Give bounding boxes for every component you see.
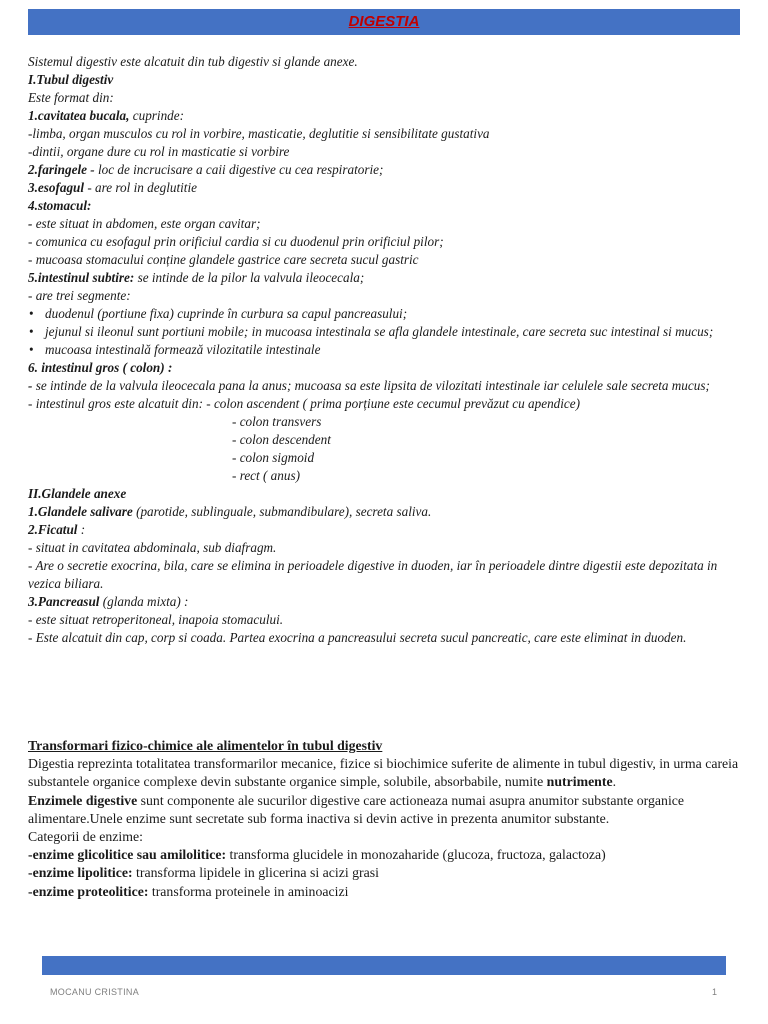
nutrimente-term: nutrimente <box>546 774 613 790</box>
gros-line-2: - intestinul gros este alcatuit din: - colon ascendent ( prima porțiune este cecumul prevăzut cu apendice) <box>28 396 581 411</box>
salivare-text: (parotide, sublinguale, submandibulare), secreta saliva. <box>132 504 432 519</box>
document-body <box>28 53 740 647</box>
glicolitice-label: -enzime glicolitice sau amilolitice: <box>28 847 227 863</box>
subtire-line <box>28 269 740 287</box>
categorii-line: Categorii de enzime: <box>28 829 143 845</box>
limba-line: -limba, organ musculos cu rol in vorbire, masticatie, deglutitie si sensibilitate gustativa <box>28 126 490 141</box>
stomac-line-1 <box>28 215 740 233</box>
bullet-icon: • <box>29 306 34 321</box>
subtire-label: 5.intestinul subtire: <box>28 270 135 285</box>
pancreas-label: 3.Pancreasul <box>28 594 100 609</box>
cavitatea-line <box>28 107 740 125</box>
title-bar <box>28 9 740 35</box>
page-number: 1 <box>712 987 718 997</box>
footer-bar <box>42 956 726 975</box>
bullet-text: jejunul si ileonul sunt portiuni mobile; in mucoasa intestinala se afla glandele intestinale, care secreta suc intestinal si mucus; <box>45 324 714 339</box>
stomac-line-3: - mucoasa stomacului conține glandele gastrice care secreta sucul gastric <box>28 252 419 267</box>
section-heading-tub: I.Tubul digestiv <box>28 72 114 87</box>
gros-dash: - <box>28 378 33 393</box>
ficat-text: : <box>77 522 86 537</box>
esofag-label: 3.esofagul <box>28 180 85 195</box>
ficat-label: 2.Ficatul <box>28 522 78 537</box>
digestia-end: . <box>612 774 617 790</box>
salivare-line <box>28 503 740 521</box>
bullet-item <box>28 323 740 341</box>
bullet-icon: • <box>29 324 34 339</box>
colon-part: - colon sigmoid <box>232 450 315 465</box>
stomac-text-1: este situat in abdomen, este organ cavitar; <box>32 216 261 231</box>
pancreas-line-2: - Este alcatuit din cap, corp si coada. Partea exocrina a pancreasului secreta sucul pancreatic, care este eliminat in duoden. <box>28 630 687 645</box>
glicolitice-line <box>28 846 740 864</box>
faringe-label: 2.faringele - <box>28 162 95 177</box>
bullet-text: mucoasa intestinală formează vilozitatile intestinale <box>45 342 321 357</box>
pancreas-text: (glanda mixta) : <box>99 594 189 609</box>
intro-line: Sistemul digestiv este alcatuit din tub digestiv si glande anexe. <box>28 54 358 69</box>
ficat-line-1: - situat in cavitatea abdominala, sub diafragm. <box>28 540 277 555</box>
stomac-dash: - <box>28 216 33 231</box>
subtire-segments: - are trei segmente: <box>28 288 131 303</box>
stomac-line-2: - comunica cu esofagul prin orificiul cardia si cu duodenul prin orificiul pilor; <box>28 234 444 249</box>
digestia-paragraph <box>28 755 740 791</box>
transform-heading: Transformari fizico-chimice ale alimentelor în tubul digestiv <box>28 738 383 753</box>
proteolitice-text: transforma proteinele in aminoacizi <box>148 883 349 899</box>
gros-heading: 6. intestinul gros ( colon) : <box>28 360 173 375</box>
bullet-icon: • <box>29 342 34 357</box>
cavitatea-text: cuprinde: <box>129 108 185 123</box>
bullet-text: duodenul (portiune fixa) cuprinde în curbura sa capul pancreasului; <box>45 306 408 321</box>
transform-section <box>28 737 740 901</box>
gros-line-1 <box>28 377 740 395</box>
proteolitice-line <box>28 883 740 901</box>
dintii-line: -dintii, organe dure cu rol in masticatie si vorbire <box>28 144 290 159</box>
colon-part: - colon descendent <box>232 432 331 447</box>
esofag-line <box>28 179 740 197</box>
stomac-heading: 4.stomacul: <box>28 198 92 213</box>
pancreas-line <box>28 593 740 611</box>
colon-part: - colon transvers <box>232 414 322 429</box>
lipolitice-label: -enzime lipolitice: <box>28 865 133 881</box>
gros-text-1: se intinde de la valvula ileocecala pana la anus; mucoasa sa este lipsita de vilozitati intestinale iar celulele sale secreta mucus; <box>32 378 710 393</box>
faringe-text: loc de incrucisare a caii digestive cu cea respiratorie; <box>94 162 384 177</box>
enzime-paragraph <box>28 792 740 828</box>
bullet-item <box>28 341 740 359</box>
ficat-line-2: - Are o secretie exocrina, bila, care se elimina in perioadele digestive in duoden, iar în perioadele dintre digestii este depozitata in vezica biliara. <box>28 558 718 591</box>
ficat-line <box>28 521 740 539</box>
lipolitice-text: transforma lipidele in glicerina si acizi grasi <box>132 865 379 881</box>
enzime-text: sunt componente ale sucurilor digestive care actioneaza numai asupra anumitor substante organice alimentare.Unele enzime sunt secretate sub forma inactiva si devin active in prezenta anumitor substante. <box>28 792 685 826</box>
bullet-item <box>28 305 740 323</box>
tub-format: Este format din: <box>28 90 114 105</box>
section-heading-glande: II.Glandele anexe <box>28 486 127 501</box>
glicolitice-text: transforma glucidele in monozaharide (glucoza, fructoza, galactoza) <box>226 847 606 863</box>
faringe-line <box>28 161 740 179</box>
colon-part: - rect ( anus) <box>232 468 300 483</box>
salivare-label: 1.Glandele salivare <box>28 504 133 519</box>
page-title: DIGESTIA <box>348 13 420 30</box>
cavitatea-label: 1.cavitatea bucala, <box>28 108 130 123</box>
lipolitice-line <box>28 864 740 882</box>
proteolitice-label: -enzime proteolitice: <box>28 883 149 899</box>
subtire-text: se intinde de la pilor la valvula ileocecala; <box>134 270 365 285</box>
esofag-text: - are rol in deglutitie <box>84 180 197 195</box>
footer-author: MOCANU CRISTINA <box>50 987 140 997</box>
pancreas-line-1: - este situat retroperitoneal, inapoia stomacului. <box>28 612 284 627</box>
digestia-text: Digestia reprezinta totalitatea transformarilor mecanice, fizice si biochimice suferite de alimente in tubul digestiv, in urma careia substantele organice complexe devin substante organice simple, solubile, absorbabile, numite <box>28 756 739 790</box>
enzime-label: Enzimele digestive <box>28 792 138 808</box>
